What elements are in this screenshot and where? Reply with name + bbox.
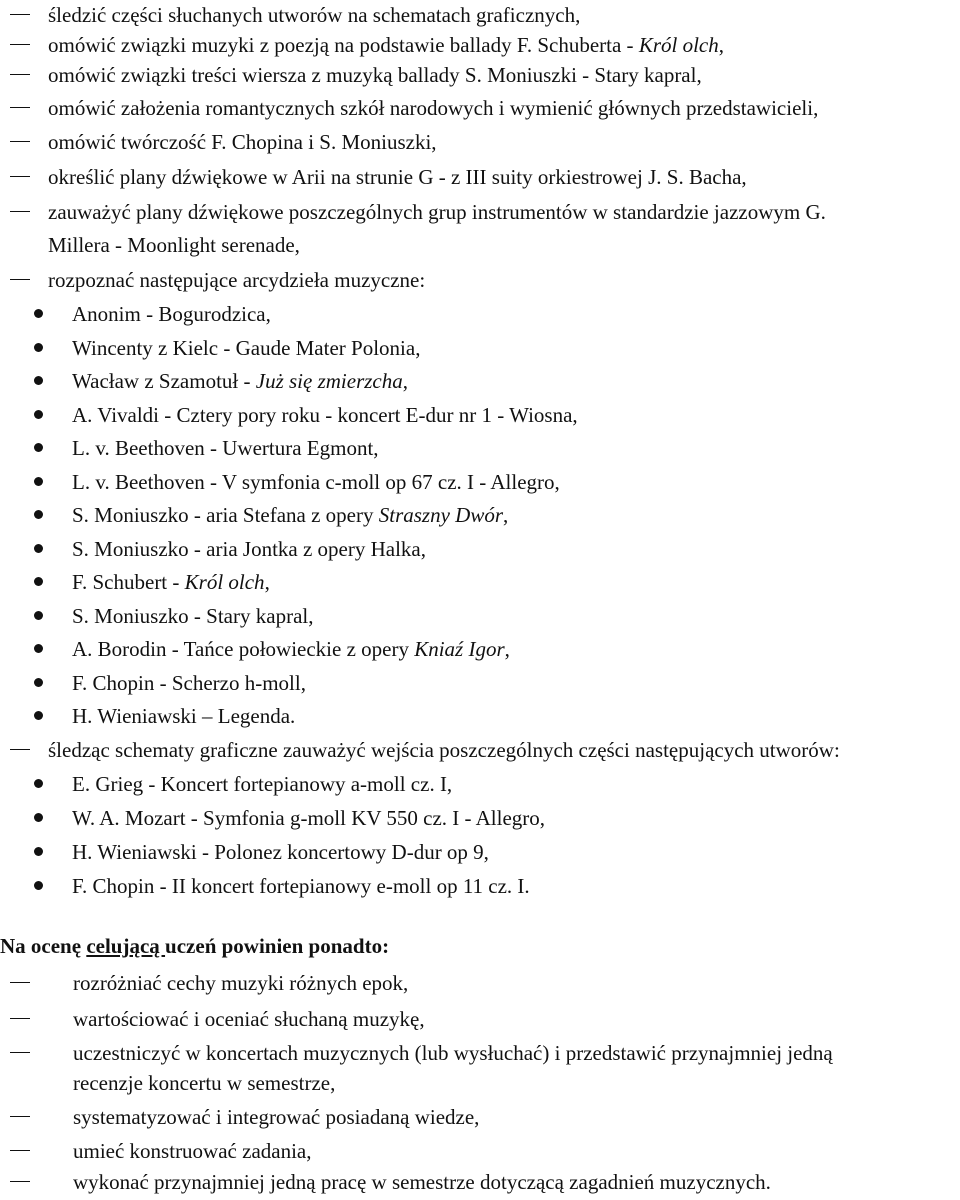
text-run: ,: [264, 570, 270, 594]
bullet-item: [0, 668, 960, 698]
bullet-item: [0, 500, 960, 530]
dash-marker: [10, 44, 30, 45]
bullet-marker: [34, 847, 43, 856]
bullet-marker: [34, 309, 43, 318]
bullet-item: [0, 837, 960, 867]
bullet-marker: [34, 881, 43, 890]
item-text: [48, 265, 425, 295]
text-run: określić plany dźwiękowe w Arii na strunie G - z III suity orkiestrowej J. S. Bacha,: [48, 165, 747, 189]
list-item: [0, 127, 960, 157]
grade-heading: [0, 931, 960, 961]
dash-marker: [10, 1052, 30, 1053]
item-text: [72, 634, 510, 664]
item-text: [72, 433, 379, 463]
list-item: [0, 0, 960, 30]
text-run: ,: [504, 637, 510, 661]
heading-grade-underlined: celującą: [86, 934, 166, 958]
bullet-item: [0, 433, 960, 463]
bullet-marker: [34, 343, 43, 352]
item-text: [48, 127, 437, 157]
dash-marker: [10, 1181, 30, 1182]
text-run: rozróżniać cechy muzyki różnych epok,: [73, 971, 409, 995]
text-run: L. v. Beethoven - V symfonia c-moll op 67 cz. I - Allegro,: [72, 470, 560, 494]
text-run: śledzić części słuchanych utworów na schematach graficznych,: [48, 3, 581, 27]
heading-prefix: Na ocenę: [0, 934, 87, 958]
dash-marker: [10, 74, 30, 75]
list-item: [0, 1004, 960, 1034]
text-run: L. v. Beethoven - Uwertura Egmont,: [72, 436, 379, 460]
item-text: [73, 968, 408, 998]
text-run: F. Chopin - II koncert fortepianowy e-moll op 11 cz. I.: [72, 874, 530, 898]
item-text: [72, 871, 530, 901]
item-text: [72, 601, 313, 631]
text-run: ,: [503, 503, 509, 527]
bullet-item: [0, 769, 960, 799]
list-item: [0, 30, 960, 60]
dash-marker: [10, 107, 30, 108]
text-run: ,: [718, 33, 724, 57]
list-item: [0, 968, 960, 998]
text-run: Millera - Moonlight serenade,: [48, 233, 300, 257]
bullet-item: [0, 299, 960, 329]
text-run: H. Wieniawski - Polonez koncertowy D-dur op 9,: [72, 840, 489, 864]
item-text: [72, 500, 508, 530]
text-run: zauważyć plany dźwiękowe poszczególnych grup instrumentów w standardzie jazzowym G.: [48, 200, 826, 224]
item-text: [72, 299, 271, 329]
bullet-item: [0, 467, 960, 497]
bullet-marker: [34, 813, 43, 822]
item-text: [72, 400, 578, 430]
text-run: omówić związki muzyki z poezją na podstawie ballady F. Schuberta -: [48, 33, 639, 57]
list-item: [0, 93, 960, 123]
text-run: F. Chopin - Scherzo h-moll,: [72, 671, 306, 695]
item-text: [48, 60, 702, 90]
text-run: Wacław z Szamotuł -: [72, 369, 256, 393]
bullet-marker: [34, 779, 43, 788]
bullet-item: [0, 871, 960, 901]
italic-title: Król olch: [638, 33, 719, 57]
item-text: [72, 803, 545, 833]
text-run: ,: [402, 369, 408, 393]
dash-marker: [10, 1150, 30, 1151]
text-run: umieć konstruować zadania,: [73, 1139, 312, 1163]
italic-title: Kniaź Igor: [414, 637, 505, 661]
list-item: [0, 1068, 960, 1098]
bullet-item: [0, 634, 960, 664]
item-text: [48, 30, 724, 60]
item-text: [48, 0, 580, 30]
item-text: [48, 735, 840, 765]
dash-marker: [10, 1116, 30, 1117]
dash-marker: [10, 14, 30, 15]
text-run: A. Borodin - Tańce połowieckie z opery: [72, 637, 415, 661]
bullet-marker: [34, 611, 43, 620]
bullet-marker: [34, 510, 43, 519]
italic-title: Straszny Dwór: [378, 503, 504, 527]
list-item: [0, 1102, 960, 1132]
item-text: [73, 1004, 425, 1034]
item-text: [72, 366, 408, 396]
text-run: wykonać przynajmniej jedną pracę w semestrze dotyczącą zagadnień muzycznych.: [73, 1170, 771, 1194]
text-run: E. Grieg - Koncert fortepianowy a-moll cz. I,: [72, 772, 453, 796]
text-run: Anonim - Bogurodzica,: [72, 302, 271, 326]
list-item: [0, 1136, 960, 1166]
text-run: S. Moniuszko - Stary kapral,: [72, 604, 314, 628]
list-item: [0, 197, 960, 227]
list-item: [0, 265, 960, 295]
dash-marker: [10, 279, 30, 280]
text-run: systematyzować i integrować posiadaną wiedze,: [73, 1105, 480, 1129]
text-run: recenzje koncertu w semestrze,: [73, 1071, 336, 1095]
list-item: [0, 230, 960, 260]
dash-marker: [10, 176, 30, 177]
list-item: [0, 162, 960, 192]
heading-suffix: uczeń powinien ponadto:: [165, 934, 390, 958]
item-text: [48, 93, 818, 123]
bullet-item: [0, 333, 960, 363]
text-run: omówić twórczość F. Chopina i S. Moniuszki,: [48, 130, 437, 154]
text-run: omówić założenia romantycznych szkół narodowych i wymienić głównych przedstawicieli,: [48, 96, 819, 120]
item-text: [73, 1102, 479, 1132]
text-run: S. Moniuszko - aria Jontka z opery Halka,: [72, 537, 426, 561]
bullet-marker: [34, 711, 43, 720]
item-text: [48, 230, 300, 260]
bullet-item: [0, 366, 960, 396]
item-text: [72, 701, 295, 731]
text-run: wartościować i oceniać słuchaną muzykę,: [73, 1007, 425, 1031]
dash-marker: [10, 749, 30, 750]
dash-marker: [10, 141, 30, 142]
bullet-marker: [34, 544, 43, 553]
bullet-item: [0, 567, 960, 597]
item-text: [73, 1038, 833, 1068]
text-run: śledząc schematy graficzne zauważyć wejścia poszczególnych części następujących utworów:: [48, 738, 840, 762]
item-text: [73, 1167, 771, 1197]
item-text: [72, 567, 270, 597]
bullet-marker: [34, 577, 43, 586]
list-item: [0, 1167, 960, 1197]
bullet-marker: [34, 376, 43, 385]
list-item: [0, 60, 960, 90]
italic-title: Król olch: [184, 570, 265, 594]
bullet-marker: [34, 477, 43, 486]
item-text: [72, 467, 560, 497]
text-run: H. Wieniawski – Legenda.: [72, 704, 296, 728]
text-run: omówić związki treści wiersza z muzyką ballady S. Moniuszki - Stary kapral,: [48, 63, 702, 87]
item-text: [48, 197, 826, 227]
bullet-item: [0, 803, 960, 833]
text-run: rozpoznać następujące arcydzieła muzyczne:: [48, 268, 426, 292]
bullet-marker: [34, 678, 43, 687]
item-text: [72, 333, 420, 363]
text-run: F. Schubert -: [72, 570, 185, 594]
bullet-marker: [34, 644, 43, 653]
item-text: [48, 162, 747, 192]
bullet-item: [0, 601, 960, 631]
italic-title: Już się zmierzcha: [255, 369, 403, 393]
dash-marker: [10, 211, 30, 212]
list-item: [0, 1038, 960, 1068]
item-text: [72, 837, 489, 867]
text-run: S. Moniuszko - aria Stefana z opery: [72, 503, 379, 527]
text-run: A. Vivaldi - Cztery pory roku - koncert E-dur nr 1 - Wiosna,: [72, 403, 578, 427]
item-text: [72, 769, 452, 799]
item-text: [73, 1136, 312, 1166]
text-run: W. A. Mozart - Symfonia g-moll KV 550 cz. I - Allegro,: [72, 806, 546, 830]
dash-marker: [10, 1018, 30, 1019]
bullet-item: [0, 534, 960, 564]
dash-marker: [10, 982, 30, 983]
bullet-item: [0, 701, 960, 731]
list-item: [0, 735, 960, 765]
bullet-item: [0, 400, 960, 430]
item-text: [72, 534, 426, 564]
text-run: uczestniczyć w koncertach muzycznych (lub wysłuchać) i przedstawić przynajmniej jedną: [73, 1041, 833, 1065]
bullet-marker: [34, 443, 43, 452]
text-run: Wincenty z Kielc - Gaude Mater Polonia,: [72, 336, 421, 360]
bullet-marker: [34, 410, 43, 419]
item-text: [73, 1068, 335, 1098]
item-text: [72, 668, 306, 698]
